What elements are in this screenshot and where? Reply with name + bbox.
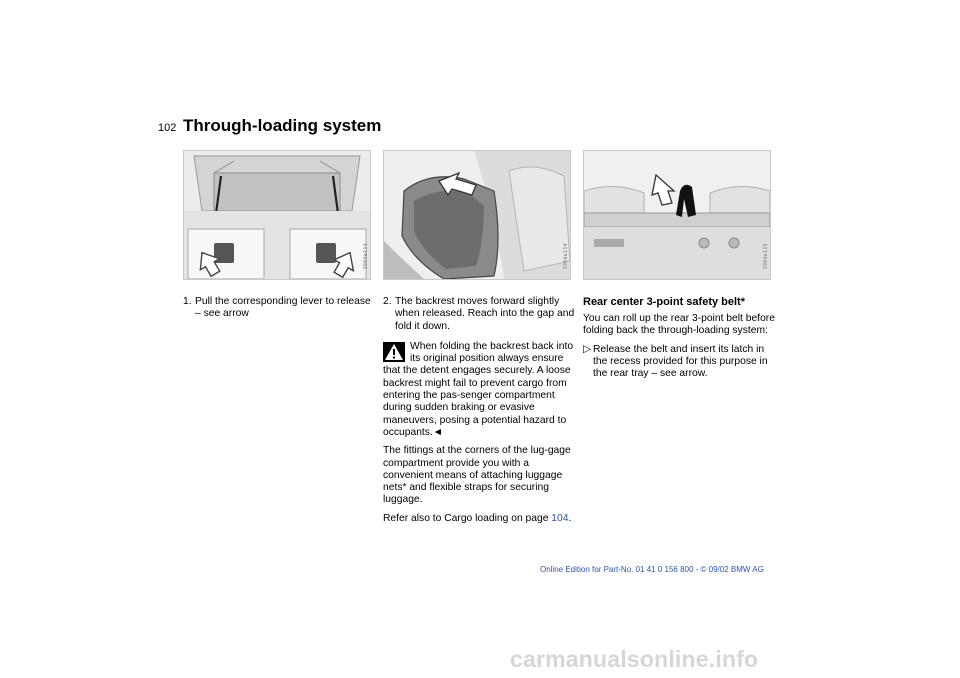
step-number: 1. xyxy=(183,296,192,307)
trunk-levers-illustration xyxy=(184,151,370,279)
page-title: Through-loading system xyxy=(183,116,382,135)
step-number: 2. xyxy=(383,296,392,307)
figure-code: 390de113 xyxy=(363,242,369,269)
figure-safety-belt xyxy=(583,150,771,280)
column-2 xyxy=(383,296,575,531)
step-text: The backrest moves forward slightly when released. Reach into the gap and fold it down. xyxy=(395,296,575,332)
warning-triangle-icon xyxy=(383,342,405,362)
reference-text: Refer also to Cargo loading on page xyxy=(383,512,552,524)
figure-backrest xyxy=(383,150,571,280)
step-1 xyxy=(183,296,375,321)
step-text: Pull the corresponding lever to release – see arrow xyxy=(195,296,371,320)
footer-edition: Online Edition for Part-No. 01 41 0 156 800 - © 09/02 BMW AG xyxy=(540,565,764,574)
page-link[interactable]: 104 xyxy=(551,512,569,524)
warning-note xyxy=(383,341,575,439)
bullet-text: Release the belt and insert its latch in the recess provided for this purpose in the rear tray – see arrow. xyxy=(593,343,768,380)
warning-text: When folding the backrest back into its original position always ensure that the detent engages securely. A loose backrest might fail to prevent cargo from entering the pas-senger compartment during sudden braking or evasive maneuvers, posing a potential hazard to occupants.◄ xyxy=(383,340,574,438)
bullet-item xyxy=(583,344,775,381)
figure-code: 390de115 xyxy=(763,242,769,269)
triangle-bullet-icon: ▷ xyxy=(583,343,591,355)
luggage-fittings-paragraph: The fittings at the corners of the lug-gage compartment provide you with a convenient means of attaching luggage nets* and flexible straps for securing luggage. xyxy=(383,445,571,506)
step-2 xyxy=(383,296,575,333)
watermark: carmanualsonline.info xyxy=(510,646,759,672)
figure-code: 390de114 xyxy=(563,242,569,269)
safety-belt-illustration xyxy=(584,151,770,279)
column-1 xyxy=(183,296,375,321)
figure-trunk-levers xyxy=(183,150,371,280)
page-number: 102 xyxy=(158,122,177,134)
intro-paragraph: You can roll up the rear 3-point belt before folding back the through-loading system: xyxy=(583,313,775,337)
cross-reference xyxy=(383,513,575,525)
reference-suffix: . xyxy=(568,512,572,524)
section-heading: Rear center 3-point safety belt* xyxy=(583,296,745,308)
backrest-illustration xyxy=(384,151,570,279)
column-3 xyxy=(583,296,775,380)
